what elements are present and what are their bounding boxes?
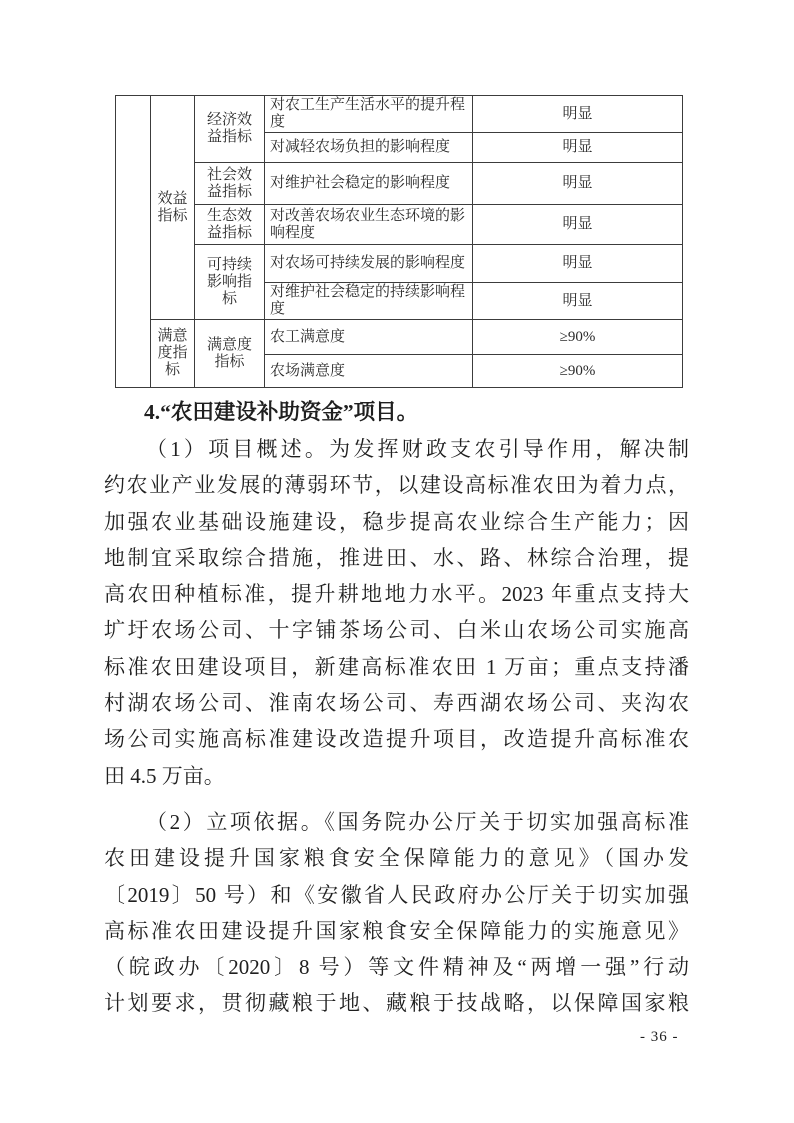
indicator-value-cell: 明显	[473, 96, 683, 133]
subgroup-label-cell: 可持续影响指标	[195, 245, 265, 320]
text-line: （2）立项依据。《国务院办公厅关于切实加强高标准	[146, 809, 689, 834]
paragraph	[104, 804, 689, 1022]
text-line: 圹圩农场公司、十字铺茶场公司、白米山农场公司实施高	[104, 618, 689, 643]
text-line: 约农业产业发展的薄弱环节，以建设高标准农田为着力点，	[104, 473, 689, 498]
indicator-desc-cell: 对改善农场农业生态环境的影响程度	[265, 205, 473, 245]
group-label-cell: 效益指标	[151, 96, 195, 320]
text-line: 田 4.5 万亩。	[104, 763, 225, 788]
subgroup-label-cell: 经济效益指标	[195, 96, 265, 163]
table-row	[116, 245, 683, 283]
text-line: 加强农业基础设施建设，稳步提高农业综合生产能力；因	[104, 509, 689, 534]
indicator-value-cell: ≥90%	[473, 320, 683, 355]
subgroup-label-cell: 满意度指标	[195, 320, 265, 388]
indicator-desc-cell: 对维护社会稳定的影响程度	[265, 163, 473, 205]
indicator-desc-cell: 对减轻农场负担的影响程度	[265, 133, 473, 163]
section-heading: 4.“农田建设补助资金”项目。	[144, 400, 419, 424]
text-line: （1）项目概述。为发挥财政支农引导作用，解决制	[146, 437, 689, 461]
indicator-value-cell: 明显	[473, 283, 683, 320]
indicator-desc-cell: 对维护社会稳定的持续影响程度	[265, 283, 473, 320]
text-line: （皖政办〔2020〕8 号）等文件精神及“两增一强”行动	[104, 955, 689, 980]
subgroup-label-cell: 生态效益指标	[195, 205, 265, 245]
evaluation-table	[115, 95, 683, 388]
page-number: - 36 -	[640, 1029, 679, 1045]
text-line: 计划要求，贯彻藏粮于地、藏粮于技战略，以保障国家粮	[104, 991, 689, 1016]
indicator-desc-cell: 农工满意度	[265, 320, 473, 355]
text-line: 高农田种植标准，提升耕地地力水平。2023 年重点支持大	[104, 582, 689, 607]
indicator-value-cell: 明显	[473, 245, 683, 283]
text-line: 农田建设提升国家粮食安全保障能力的意见》（国办发	[104, 846, 689, 871]
text-line: 场公司实施高标准建设改造提升项目，改造提升高标准农	[104, 727, 689, 752]
indicator-value-cell: 明显	[473, 205, 683, 245]
text-line: 标准农田建设项目，新建高标准农田 1 万亩；重点支持潘	[104, 654, 689, 679]
table-row	[116, 96, 683, 133]
paragraph	[104, 431, 689, 794]
group-label-cell: 满意度指标	[151, 320, 195, 388]
text-line: 〔2019〕50 号）和《安徽省人民政府办公厅关于切实加强	[104, 882, 689, 907]
indicator-value-cell: ≥90%	[473, 355, 683, 388]
text-line: 村湖农场公司、淮南农场公司、寿西湖农场公司、夹沟农	[104, 691, 689, 716]
evaluation-table-body	[116, 96, 683, 388]
table-row	[116, 163, 683, 205]
indicator-desc-cell: 对农场可持续发展的影响程度	[265, 245, 473, 283]
indicator-desc-cell: 对农工生产生活水平的提升程度	[265, 96, 473, 133]
indicator-value-cell: 明显	[473, 163, 683, 205]
subgroup-label-cell: 社会效益指标	[195, 163, 265, 205]
table-row	[116, 205, 683, 245]
empty-stub-cell	[116, 96, 151, 388]
text-line: 高标准农田建设提升国家粮食安全保障能力的实施意见》	[104, 918, 689, 943]
body-paragraphs	[104, 431, 689, 1022]
table-row	[116, 320, 683, 355]
indicator-value-cell: 明显	[473, 133, 683, 163]
text-line: 地制宜采取综合措施，推进田、水、路、林综合治理，提	[104, 545, 689, 570]
indicator-desc-cell: 农场满意度	[265, 355, 473, 388]
